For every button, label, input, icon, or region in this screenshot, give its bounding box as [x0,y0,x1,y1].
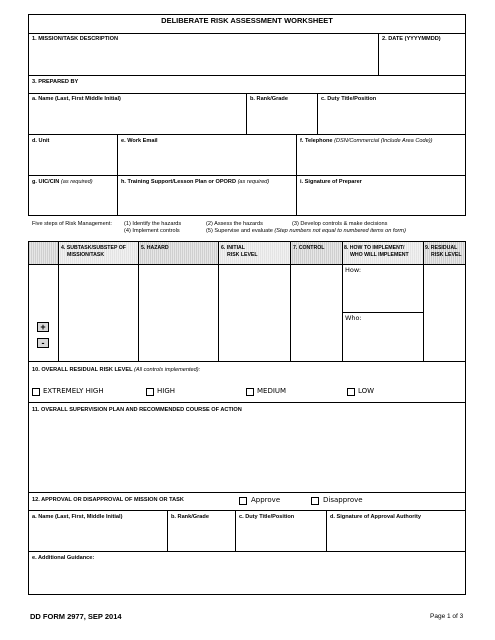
col-header-initial-risk [221,245,258,258]
risk-low-label: LOW [358,387,375,395]
row-3g-top [28,175,466,176]
col-header-how-line1: 8. HOW TO IMPLEMENT/ [344,245,405,251]
who-label: Who: [345,314,362,322]
step-5 [206,228,406,235]
approval-label: 12. APPROVAL OR DISAPPROVAL OF MISSION OR TASK [32,497,184,503]
prep-training-note: (as required) [237,179,270,185]
step-2: (2) Assess the hazards [206,221,263,227]
approver-signature-label: d. Signature of Approval Authority [330,514,421,520]
residual-risk-label [32,367,200,373]
approve-checkbox[interactable] [239,497,247,505]
add-row-button[interactable]: + [37,322,49,332]
prep-duty-label: c. Duty Title/Position [321,96,377,102]
prep-rank-label: b. Rank/Grade [250,96,288,102]
risk-high-label: HIGH [157,387,176,395]
risk-high-checkbox[interactable] [146,388,154,396]
approval-divider-b [167,510,168,551]
prep-unit-label: d. Unit [32,138,50,144]
prep-divider-e [117,134,118,216]
table-col-divider-8 [342,241,343,362]
risk-low-checkbox[interactable] [347,388,355,396]
col-header-residual-line2: RISK LEVEL [431,251,462,258]
disapprove-label: Disapprove [323,496,363,504]
col-header-how-line2: WHO WILL IMPLEMENT [350,251,409,258]
residual-risk-text: 10. OVERALL RESIDUAL RISK LEVEL [32,367,133,373]
prep-phone-note: (DSN/Commercial (Include Area Code)) [334,138,433,144]
prep-divider-b [246,93,247,134]
col-header-how [344,245,409,258]
date-divider [378,33,379,76]
control-cell[interactable] [291,265,341,361]
date-label: 2. DATE (YYYYMMDD) [382,36,441,42]
additional-guidance-field[interactable] [30,564,464,593]
prep-uic-label [32,179,93,185]
step-4: (4) Implement controls [124,228,180,234]
col-header-residual-line1: 9. RESIDUAL [425,245,458,251]
table-header-spacer [29,242,58,264]
risk-extremely-high-checkbox[interactable] [32,388,40,396]
approver-name-label: a. Name (Last, First, Middle Initial) [32,514,123,520]
approval-row-top [28,510,466,511]
col-header-initial-line1: 6. INITIAL [221,245,245,251]
col-header-subtask [61,245,126,258]
approval-divider-d [326,510,327,551]
approve-label: Approve [251,496,281,504]
risk-extremely-high-label: EXTREMELY HIGH [43,387,104,395]
form-title: DELIBERATE RISK ASSESSMENT WORKSHEET [161,16,333,25]
step-3: (3) Develop controls & make decisions [292,221,388,227]
form-number: DD FORM 2977, SEP 2014 [30,612,122,621]
prep-signature-label: i. Signature of Preparer [300,179,362,185]
step-1: (1) Identify the hazards [124,221,182,227]
row-3d-top [28,134,466,135]
col-header-hazard: 5. HAZARD [141,245,169,251]
col-header-residual [425,245,462,258]
prep-uic-note: (as required) [60,179,93,185]
approval-guidance-top [28,551,466,552]
prep-divider-c [317,93,318,134]
residual-risk-cell[interactable] [424,265,465,361]
col-header-control: 7. CONTROL [293,245,325,251]
prep-phone-label [300,138,432,144]
approver-duty-label: c. Duty Title/Position [239,514,295,520]
prepared-by-label: 3. PREPARED BY [32,79,79,85]
prep-divider-f [296,134,297,216]
how-label: How: [345,266,362,274]
row-3a-top [28,93,466,94]
col-header-subtask-line2: MISSION/TASK [67,251,105,258]
page-number: Page 1 of 3 [430,613,464,620]
prep-name-label: a. Name (Last, First Middle Initial) [32,96,121,102]
step-5-text: (5) Supervise and evaluate [206,228,273,234]
risk-medium-checkbox[interactable] [246,388,254,396]
disapprove-checkbox[interactable] [311,497,319,505]
col-header-initial-line2: RISK LEVEL [227,251,258,258]
approval-divider-c [235,510,236,551]
prep-training-label [121,179,269,185]
prep-email-label: e. Work Email [121,138,158,144]
additional-guidance-label: e. Additional Guidance: [32,555,95,561]
residual-risk-note: (All controls implemented): [133,367,201,373]
mission-task-field[interactable] [30,44,376,74]
initial-risk-cell[interactable] [219,265,289,361]
supervision-label: 11. OVERALL SUPERVISION PLAN AND RECOMMENDED COURSE OF ACTION [32,407,242,413]
prep-uic-text: g. UIC/CIN [32,179,60,185]
risk-medium-label: MEDIUM [257,387,287,395]
col-header-subtask-line1: 4. SUBTASK/SUBSTEP OF [61,245,126,251]
mission-task-label: 1. MISSION/TASK DESCRIPTION [32,36,118,42]
supervision-field[interactable] [30,416,464,491]
date-field[interactable] [380,44,464,74]
hazard-cell[interactable] [139,265,217,361]
prep-phone-text: f. Telephone [300,138,333,144]
how-who-divider [342,312,423,313]
prep-training-text: h. Training Support/Lesson Plan or OPORD [121,179,236,185]
five-steps-lead: Five steps of Risk Management: [32,221,112,227]
step-5-note: (Step numbers not equal to numbered items on form) [274,228,406,234]
approver-rank-label: b. Rank/Grade [171,514,209,520]
subtask-cell[interactable] [59,265,137,361]
remove-row-button[interactable]: - [37,338,49,348]
